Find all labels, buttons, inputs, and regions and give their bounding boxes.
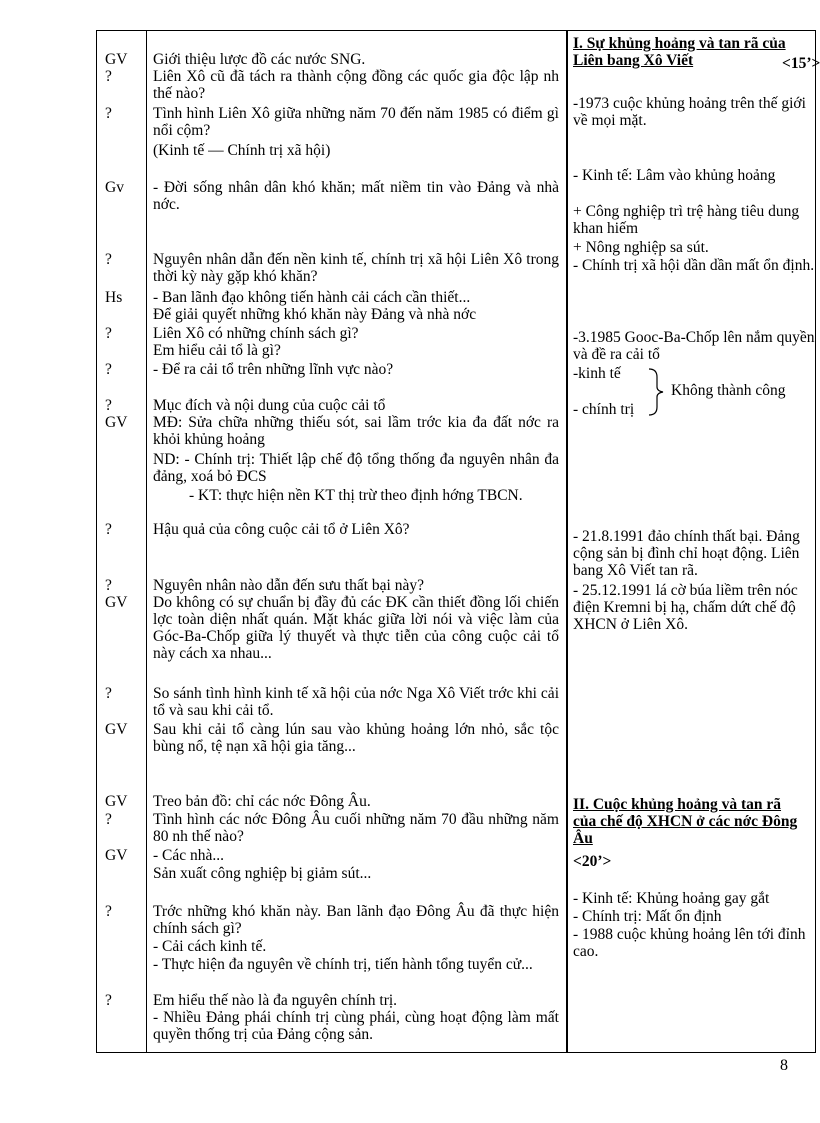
content-text: Sau khi cải tổ càng lún sau vào khủng hoảng lớn nhỏ, sắc tộc bùng nổ, tệ nạn xã hội gia tăng...: [153, 721, 559, 755]
column-divider-1: [146, 31, 147, 1052]
role-label: ?: [105, 811, 112, 828]
summary-text: - Kinh tế: Lâm vào khủng hoảng: [573, 167, 776, 184]
content-text: Tình hình các nớc Đông Âu cuối những năm 70 đầu những năm 80 nh thế nào?: [153, 811, 559, 845]
page-number: 8: [780, 1057, 788, 1074]
content-text: Mục đích và nội dung của cuộc cải tổ: [153, 397, 386, 414]
role-label: ?: [105, 685, 112, 702]
summary-text: - 1988 cuộc khủng hoảng lên tới đỉnh cao.: [573, 926, 806, 960]
content-text: (Kinh tế — Chính trị xã hội): [153, 142, 331, 159]
role-label: ?: [105, 992, 112, 1009]
section-heading-2: II. Cuộc khủng hoảng và tan rã của chế độ XHCN ở các nớc Đông Âu: [573, 796, 798, 847]
role-label: ?: [105, 68, 112, 85]
content-text: - Ban lãnh đạo không tiến hành cải cách cần thiết...: [153, 289, 471, 306]
content-text: Để giải quyết những khó khăn này Đảng và nhà nớc: [153, 306, 477, 323]
role-label: GV: [105, 721, 128, 738]
role-label: GV: [105, 847, 128, 864]
content-text: - Các nhà...: [153, 847, 225, 864]
content-text: Treo bản đồ: chỉ các nớc Đông Âu.: [153, 793, 371, 810]
content-text: ND: - Chính trị: Thiết lập chế độ tổng thống đa nguyên nhân đa đảng, xoá bỏ ĐCS: [153, 451, 559, 485]
lesson-table: [96, 30, 820, 1053]
summary-text: - Kinh tế: Khủng hoảng gay gắt: [573, 890, 770, 907]
role-label: GV: [105, 414, 128, 431]
content-text: - Nhiều Đảng phái chính trị cùng phái, cùng hoạt động làm mất quyền thống trị của Đảng cộng sản.: [153, 1009, 559, 1043]
brace-icon: [647, 367, 669, 417]
content-text: Do không có sự chuẩn bị đầy đủ các ĐK cần thiết đồng lối chiến lợc toàn diện nhất quán. Mặt khác giữa lời nói và việc làm của Góc-Ba-Chốp giữa lý thuyết và thực tiễn của công cuộc cải tổ này cách xa nhau...: [153, 594, 559, 662]
column-divider-2: [566, 31, 568, 1052]
content-text: Sản xuất công nghiệp bị giảm sút...: [153, 865, 372, 882]
section-time-2: <20’>: [573, 853, 612, 870]
content-text: Liên Xô cũ đã tách ra thành cộng đồng các quốc gia độc lập nh thế nào?: [153, 68, 559, 102]
content-text: MĐ: Sửa chữa những thiếu sót, sai lầm trớc kia đa đất nớc ra khỏi khủng hoảng: [153, 414, 559, 448]
role-label: ?: [105, 361, 112, 378]
content-text: Em hiểu cải tổ là gì?: [153, 342, 281, 359]
content-text: Hậu quả của công cuộc cải tổ ở Liên Xô?: [153, 521, 410, 538]
content-text: Nguyên nhân dẫn đến nền kinh tế, chính trị xã hội Liên Xô trong thời kỳ này gặp khó khăn?: [153, 251, 559, 285]
role-label: GV: [105, 793, 128, 810]
role-label: Hs: [105, 289, 123, 306]
role-label: ?: [105, 397, 112, 414]
role-label: ?: [105, 577, 112, 594]
section-heading-1: I. Sự khủng hoảng và tan rã của Liên bang Xô Viết: [573, 35, 786, 69]
summary-text: - 25.12.1991 lá cờ búa liềm trên nóc điện Kremni bị hạ, chấm dứt chế độ XHCN ở Liên Xô.: [573, 582, 798, 633]
content-text: - Thực hiện đa nguyên về chính trị, tiến hành tổng tuyển cử...: [153, 956, 533, 973]
summary-text: -kinh tế: [573, 365, 621, 382]
content-text: Trớc những khó khăn này. Ban lãnh đạo Đông Âu đã thực hiện chính sách gì?: [153, 903, 559, 937]
content-text: - KT: thực hiện nền KT thị trừ theo định hớng TBCN.: [189, 487, 523, 504]
role-label: ?: [105, 521, 112, 538]
section-time-1: <15’>: [782, 55, 820, 72]
role-label: ?: [105, 325, 112, 342]
content-text: - Để ra cải tổ trên những lĩnh vực nào?: [153, 361, 394, 378]
summary-text: - Chính trị: Mất ổn định: [573, 908, 722, 925]
role-label: ?: [105, 251, 112, 268]
role-label: ?: [105, 903, 112, 920]
role-label: GV: [105, 51, 128, 68]
summary-text: - 21.8.1991 đảo chính thất bại. Đảng cộng sản bị đình chỉ hoạt động. Liên bang Xô Viết tan rã.: [573, 528, 800, 579]
content-text: So sánh tình hình kinh tế xã hội của nớc Nga Xô Viết trớc khi cải tổ và sau khi cải tổ.: [153, 685, 559, 719]
content-text: Em hiểu thế nào là đa nguyên chính trị.: [153, 992, 398, 1009]
summary-text: - Chính trị xã hội dần dần mất ổn định.: [573, 257, 815, 274]
role-label: ?: [105, 105, 112, 122]
content-text: Nguyên nhân nào dẫn đến sưu thất bại này?: [153, 577, 424, 594]
content-text: - Cải cách kinh tế.: [153, 938, 267, 955]
summary-text: + Công nghiệp trì trệ hàng tiêu dung khan hiếm: [573, 203, 800, 237]
role-label: Gv: [105, 179, 124, 196]
summary-text: Không thành công: [671, 382, 786, 399]
summary-text: - chính trị: [573, 401, 635, 418]
content-text: Tình hình Liên Xô giữa những năm 70 đến năm 1985 có điểm gì nổi cộm?: [153, 105, 559, 139]
role-label: GV: [105, 594, 128, 611]
summary-text: + Nông nghiệp sa sút.: [573, 239, 709, 256]
summary-text: -3.1985 Gooc-Ba-Chốp lên nắm quyền và đề ra cải tổ: [573, 329, 815, 363]
content-text: Giới thiệu lược đồ các nước SNG.: [153, 51, 366, 68]
content-text: - Đời sống nhân dân khó khăn; mất niềm tin vào Đảng và nhà nớc.: [153, 179, 559, 213]
content-text: Liên Xô có những chính sách gì?: [153, 325, 359, 342]
summary-text: -1973 cuộc khủng hoảng trên thế giới về mọi mặt.: [573, 95, 806, 129]
